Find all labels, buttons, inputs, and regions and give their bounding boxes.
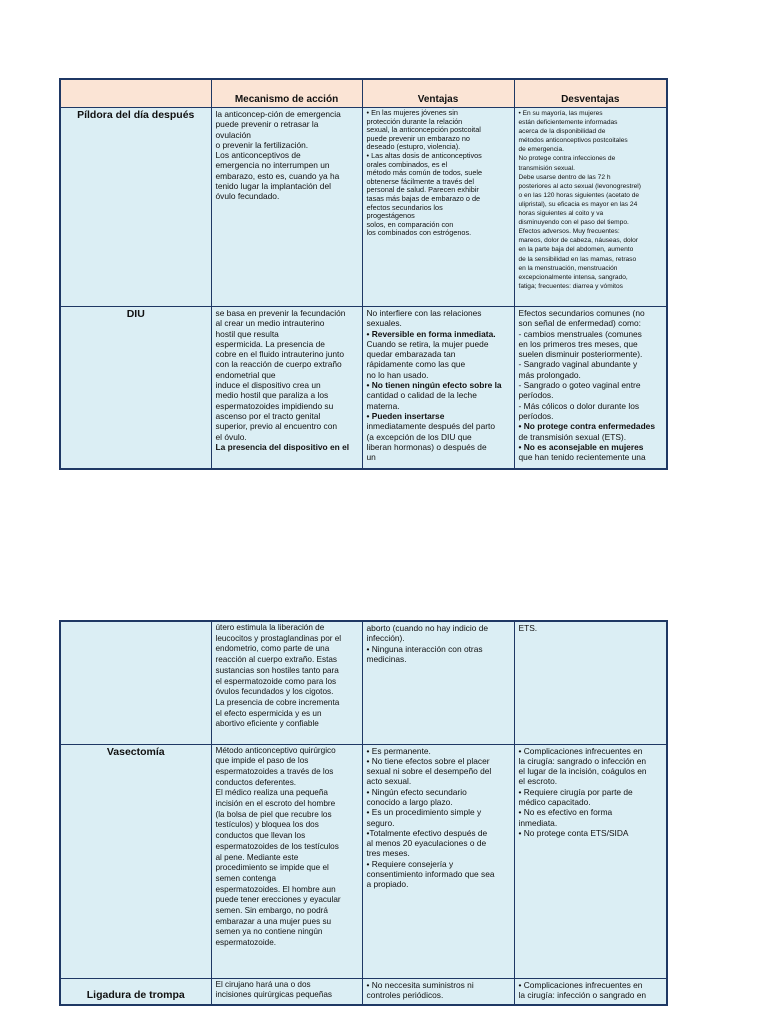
header-mecanismo: Mecanismo de acción (211, 79, 362, 108)
contraceptive-table-page1 (59, 78, 668, 470)
diu-ventajas-text-1: No interfiere con las relaciones sexuales. (366, 308, 482, 329)
cell-vasectomia-ventajas (362, 744, 514, 978)
cell-pildora-mecanismo (211, 108, 362, 307)
pildora-mecanismo-text: la anticoncep-ción de emergencia puede prevenir o retrasar la ovulación o prevenir la fertilización. Los anticonceptivos de emergencia no interrumpen un embarazo, esto es, cuando ya ha tenido lugar la implantación del óvulo fecundado. (215, 109, 341, 202)
diu-ventajas-text-4: inmediatamente después del parto (a excepción de los DIU que liberan hormonas) o después de un (366, 421, 495, 463)
diu-desventajas-text-3: que han tenido recientemente una (518, 452, 646, 463)
diu-desventajas-bold-1: • No protege contra enfermedades (518, 421, 655, 432)
row-ligadura (60, 978, 667, 1005)
diu-ventajas-text-3: cantidad o calidad de la leche materna. (366, 390, 477, 411)
header-ventajas: Ventajas (362, 79, 514, 108)
cell-pildora-ventajas (362, 108, 514, 307)
ligadura-desventajas-text: • Complicaciones infrecuentes en la cirugía: infección o sangrado en (518, 979, 647, 1000)
pildora-ventajas-text: • En las mujeres jóvenes sin protección durante la relación sexual, la anticoncepción postcoital puede prevenir un embarazo no deseado (estupro, violencia). • Las altas dosis de anticonceptivos orales combinados, es el método más común de todos, suele obtenerse fácilmente a través del personal de salud. Parecen exhibir tasas más bajas de embarazo o de efectos secundarios los progestágenos solos, en comparación con los combinados con estrógenos. (366, 108, 483, 238)
diu-cont-mecanismo-text: útero estimula la liberación de leucocitos y prostaglandinas por el endometrio, como parte de una reacción al cuerpo extraño. Estas sustancias son hostiles tanto para el espermatozoide como para los óvulos fecundados y los cigotos. La presencia de cobre incrementa el efecto espermicida y es un abortivo eficiente y confiable (215, 623, 342, 729)
contraceptive-table-page2 (59, 620, 668, 1006)
cell-diu-mecanismo (211, 307, 362, 469)
pildora-desventajas-text: • En su mayoría, las mujeres están deficientemente informadas acerca de la disponibilidad de métodos anticonceptivos postcoitales de emergencia. No protege contra infecciones de transmisión sexual. Debe usarse dentro de las 72 h posteriores al acto sexual (levonogrestrel) o en las 120 horas siguientes (acetato de ulipristal), su eficacia es mayor en las 24 horas siguientes al coito y va disminuyendo con el paso del tiempo. Efectos adversos. Muy frecuentes: mareos, dolor de cabeza, náuseas, dolor en la parte baja del abdomen, aumento de la sensibilidad en las mamas, retraso en la menstruación, menstruación excepcionalmente intensa, sangrado, fatiga; frecuentes: diarrea y vómitos (518, 110, 641, 290)
row-label-pildora: Píldora del día después (60, 108, 211, 307)
diu-ventajas-bold-1: • Reversible en forma inmediata. (366, 328, 496, 339)
diu-mecanismo-bold-text: La presencia del dispositivo en el (215, 441, 350, 452)
cell-diu-cont-desventajas (514, 621, 667, 744)
diu-desventajas-text-1: Efectos secundarios comunes (no son señal de enfermedad) como: - cambios menstruales (comunes en los primeros tres meses, que suelen disminuir posteriormente). - Sangrado vaginal abundante y más prolongado. - Sangrado o goteo vaginal entre períodos. - Más cólicos o dolor durante los períodos. (518, 308, 645, 421)
row-diu-continued (60, 621, 667, 744)
diu-cont-ventajas-text: aborto (cuando no hay indicio de infección). • Ninguna interacción con otras medicinas. (366, 623, 489, 664)
row-label-diu: DIU (60, 307, 211, 469)
header-row (60, 79, 667, 108)
cell-vasectomia-mecanismo (211, 744, 362, 978)
cell-ligadura-mecanismo (211, 978, 362, 1005)
header-desventajas: Desventajas (514, 79, 667, 108)
diu-ventajas-bold-3: • Pueden insertarse (366, 410, 445, 421)
vasectomia-mecanismo-text: Método anticonceptivo quirúrgico que impide el paso de los espermatozoides a través de los conductos deferentes. El médico realiza una pequeña incisión en el escroto del hombre (la bolsa de piel que recubre los testículos) y bloquea los dos conductos que llevan los espermatozoides de los testículos al pene. Mediante este procedimiento se impide que el semen contenga espermatozoides. El hombre aun puede tener erecciones y eyacular semen. Sin embargo, no podrá embarazar a una mujer pues su semen ya no contiene ningún espermatozoide. (215, 745, 341, 948)
cell-ligadura-desventajas (514, 978, 667, 1005)
row-label-ligadura: Ligadura de trompa (60, 978, 211, 1005)
row-label-diu-continued (60, 621, 211, 744)
cell-vasectomia-desventajas (514, 744, 667, 978)
cell-diu-cont-mecanismo (211, 621, 362, 744)
vasectomia-desventajas-text: • Complicaciones infrecuentes en la cirugía: sangrado o infección en el lugar de la incisión, coágulos en el escroto. • Requiere cirugía por parte de médico capacitado. • No es efectivo en forma inmediata. • No protege conta ETS/SIDA (518, 745, 647, 838)
vasectomia-ventajas-text: • Es permanente. • No tiene efectos sobre el placer sexual ni sobre el desempeño del acto sexual. • Ningún efecto secundario conocido a largo plazo. • Es un procedimiento simple y seguro. •Totalmente efectivo después de al menos 20 eyaculaciones o de tres meses. • Requiere consejería y consentimiento informado que sea a propiado. (366, 745, 495, 890)
diu-ventajas-bold-2: • No tienen ningún efecto sobre la (366, 380, 502, 391)
header-empty-cell (60, 79, 211, 108)
cell-diu-ventajas (362, 307, 514, 469)
ligadura-ventajas-text: • No neccesita suministros ni controles periódicos. (366, 979, 474, 1000)
cell-pildora-desventajas (514, 108, 667, 307)
row-diu (60, 307, 667, 469)
cell-diu-cont-ventajas (362, 621, 514, 744)
cell-diu-desventajas (514, 307, 667, 469)
cell-ligadura-ventajas (362, 978, 514, 1005)
diu-desventajas-text-2: de transmisión sexual (ETS). (518, 431, 627, 442)
ligadura-mecanismo-text: El cirujano hará una o dos incisiones quirúrgicas pequeñas (215, 979, 333, 1000)
row-pildora (60, 108, 667, 307)
row-vasectomia (60, 744, 667, 978)
diu-mecanismo-text: se basa en prevenir la fecundación al crear un medio intrauterino hostil que resulta espermicida. La presencia de cobre en el fluido intrauterino junto con la reacción de cuerpo extraño endometrial que induce el dispositivo crea un medio hostil que paraliza a los espermatozoides impidiendo su ascenso por el tracto genital superior, previo al encuentro con el óvulo. (215, 308, 346, 442)
diu-cont-desventajas-text: ETS. (518, 623, 538, 633)
diu-desventajas-bold-2: • No es aconsejable en mujeres (518, 441, 644, 452)
row-label-vasectomia: Vasectomía (60, 744, 211, 978)
diu-ventajas-text-2: Cuando se retira, la mujer puede quedar embarazada tan rápidamente como las que no lo han usado. (366, 338, 489, 380)
